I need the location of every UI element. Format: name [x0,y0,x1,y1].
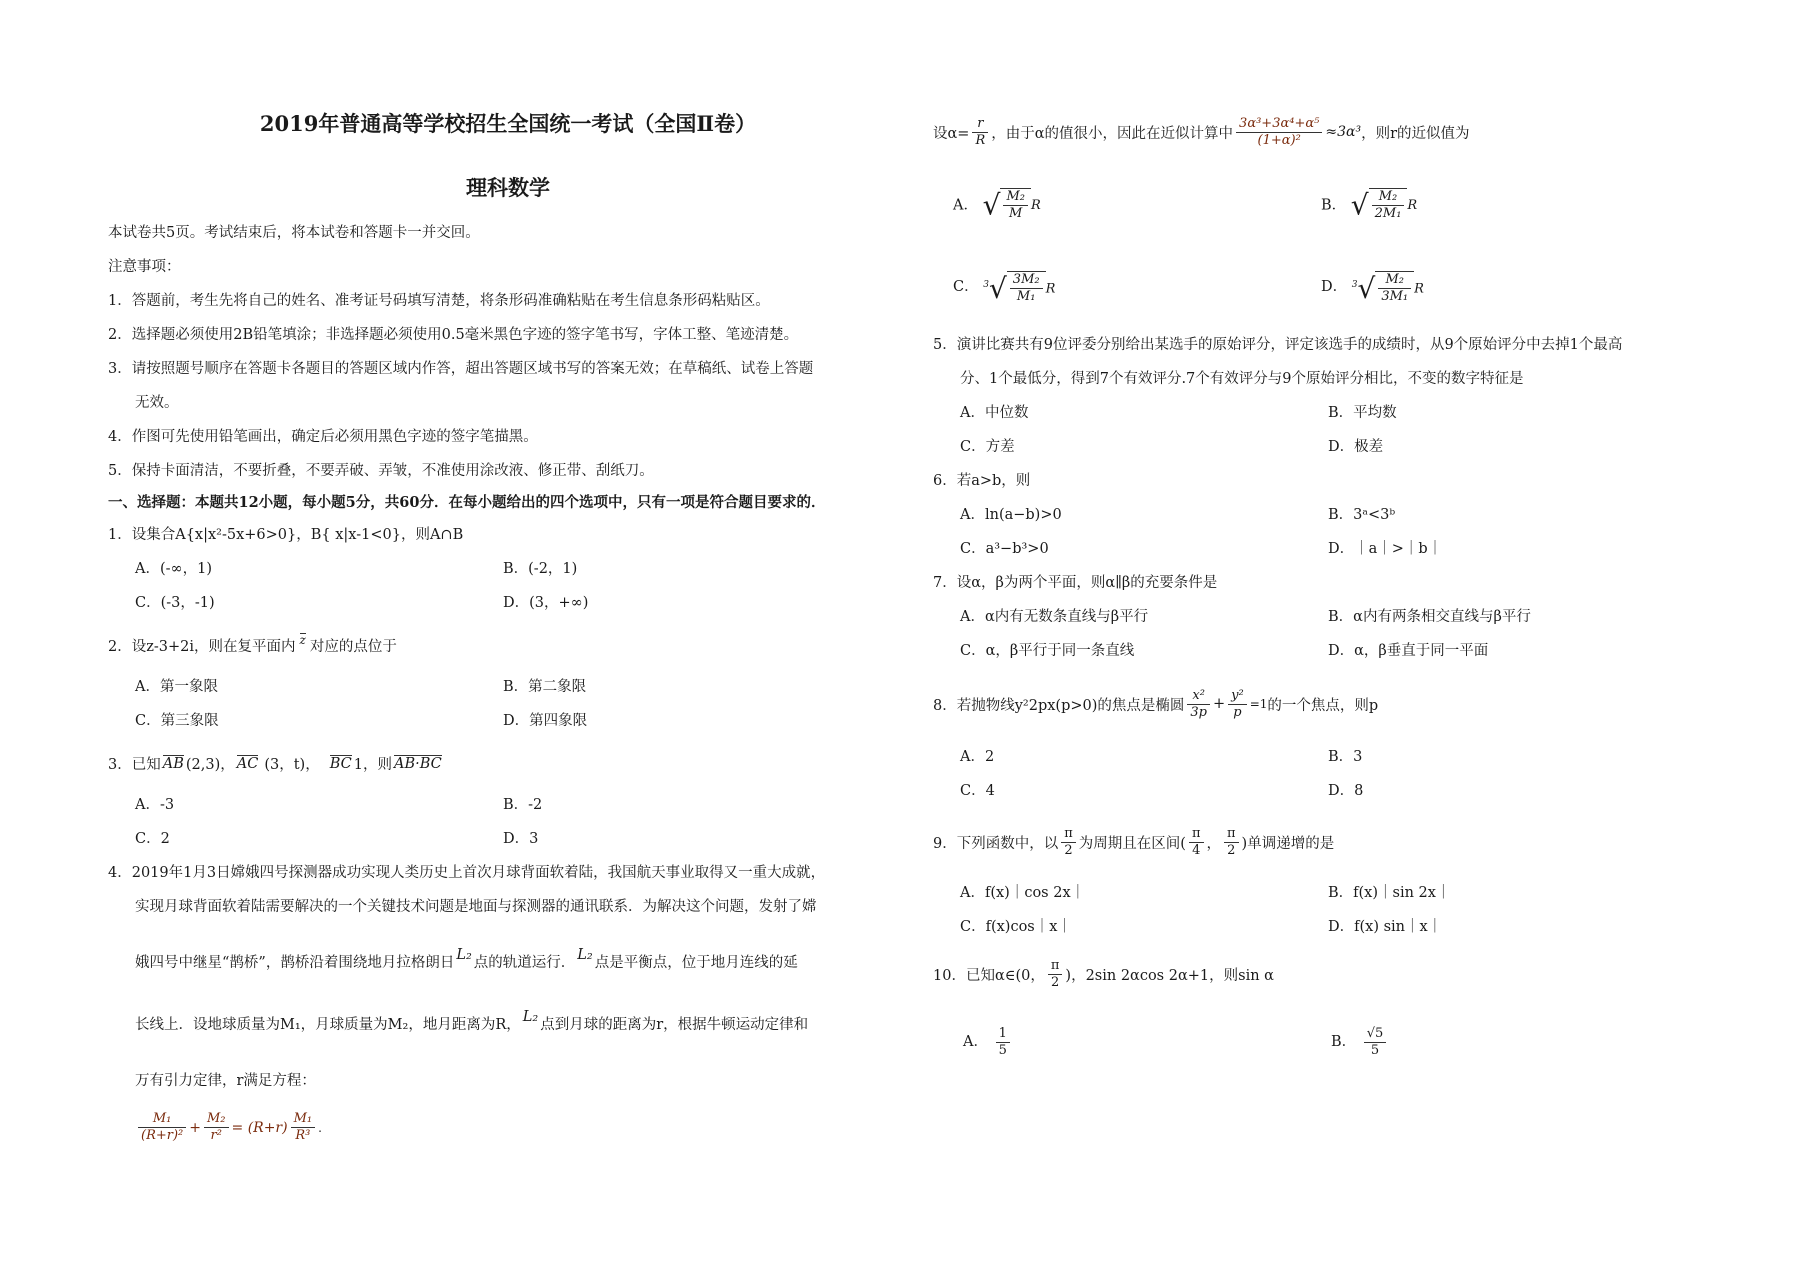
q10-b-num: √5 [1364,1026,1387,1043]
q10-frac [1048,958,1063,991]
q2-option-c: C．第三象限 [135,713,219,729]
q8-stem-pre: 8．若抛物线y²2px(p>0)的焦点是椭圆 [933,697,1185,714]
q8-option-c: C．4 [960,783,995,799]
q7-options-row1 [933,600,1733,634]
q4c-approx-frac [1236,116,1322,149]
q8-option-b: B．3 [1328,749,1363,765]
q9-options-row1 [933,876,1733,910]
q4c-c-root: 3 [983,279,989,290]
q9-int-den2: 2 [1227,842,1236,858]
notice-item-1: 1．答题前，考生先将自己的姓名、准考证号码填写清楚，将条形码准确粘贴在考生信息条形码粘贴区。 [108,293,770,309]
q8-eq: =1 [1249,697,1268,711]
q3-vec-bc-val: 1，则 [353,756,392,773]
q4-line3 [108,939,908,987]
q4c-d-sqrt: $^3$√ $\frac{\text{M₂}}{\text{3M₁}}$ R [1351,271,1424,305]
q4-line3a: 娥四号中继星“鹊桥”，鹊桥沿着围绕地月拉格朗日 [135,954,455,971]
q9-period-den: 2 [1064,842,1073,858]
q8-frac2-num: y² [1228,688,1247,705]
q8-option-d: D．8 [1328,783,1364,799]
q9-int-den1: 4 [1192,842,1201,858]
q10-a-label: A． [963,1034,988,1050]
q4-l2-b: L₂ [577,946,593,963]
q2-stem-post: 对应的点位于 [309,638,397,655]
exam-subtitle: 理科数学 [466,175,550,200]
right-column [933,100,1733,1080]
q8-frac1-den: 3p [1190,704,1207,720]
notice-item-4: 4．作图可先使用铅笔画出，确定后必须用黑色字迹的签字笔描黑。 [108,429,538,445]
q6-stem: 6．若a>b，则 [933,473,1031,489]
notice-item-2: 2．选择题必须使用2B铅笔填涂；非选择题必须使用0.5毫米黑色字迹的签字笔书写，字体工整、笔迹清楚。 [108,327,799,343]
q4c-d-num: M₂ [1378,272,1411,289]
q9-int-frac1 [1189,826,1204,859]
q9-option-a: A．f(x)｜cos 2x｜ [960,885,1086,901]
q5-options-row2 [933,430,1733,464]
q6-option-c: C．a³−b³>0 [960,541,1049,557]
notice-item-3-cont: 无效。 [135,395,179,411]
q4-line2: 实现月球背面软着陆需要解决的一个关键技术问题是地面与探测器的通讯联系．为解决这个问题，发射了嫦 [135,899,817,915]
q5-line2: 分、1个最低分，得到7个有效评分.7个有效评分与9个原始评分相比，不变的数字特征是 [960,371,1524,387]
q4c-a-sqrt: √ $\frac{\text{M₂}}{M}$ R [982,188,1041,221]
q10-option-a [933,1025,1331,1059]
q1-option-d: D．(3，+∞) [503,595,589,611]
q10-frac-num: π [1048,958,1063,975]
q4c-approx-tail: ≈3α³ [1325,124,1362,140]
q2-option-d: D．第四象限 [503,713,588,729]
q4-line4b: 点到月球的距离为r，根据牛顿运动定律和 [540,1017,809,1033]
q4c-alpha-frac [972,116,988,149]
q8-stem-post: 的一个焦点，则p [1267,697,1379,714]
q6-option-d: D．｜a｜>｜b｜ [1328,541,1443,557]
q4-frac2-num: M₂ [204,1111,229,1128]
q9-stem [933,808,1733,876]
q2-options-row2 [108,704,908,738]
q8-options-row1 [933,740,1733,774]
q4-frac3-den: R³ [295,1128,311,1143]
q4-line5: 万有引力定律，r满足方程： [135,1072,316,1089]
q8-options-row2 [933,774,1733,808]
q7-option-d: D．α，β垂直于同一平面 [1328,643,1489,659]
q4c-c-tail: R [1045,281,1056,297]
q4c-c-sqrt: $^3$√ $\frac{\text{3M₂}}{\text{M₁}}$ R [983,271,1056,305]
q10-options-row1 [933,1004,1733,1080]
q5-option-b: B．平均数 [1328,405,1397,421]
q4c-c-num: 3M₂ [1010,272,1043,289]
q4c-a-den: M [1009,205,1023,221]
q9-comma: ， [1206,835,1221,852]
q4-plus: + [189,1119,201,1136]
q4-end: . [318,1120,322,1135]
q6-options-row2 [933,532,1733,566]
q4-frac1-den: (R+r)² [141,1128,184,1143]
q4c-pre: 设α= [933,125,970,142]
q4-line1: 4．2019年1月3日嫦娥四号探测器成功实现人类历史上首次月球背面软着陆，我国航天事业取得又一重大成就， [108,865,826,881]
q6-option-b: B．3ᵃ<3ᵇ [1328,507,1396,523]
q3-vec-ac-val: (3，t)， [264,756,320,773]
q3-vec-product: AB·BC [393,755,442,772]
q4-formula [108,1098,908,1158]
q2-stem [108,620,908,670]
q9-int-num1: π [1189,826,1204,843]
q10-a-num: 1 [996,1026,1010,1043]
q5-line1: 5．演讲比赛共有9位评委分别给出某选手的原始评分，评定该选手的成绩时，从9个原始评分中去掉1个最高 [933,337,1623,353]
q4-l2-a: L₂ [456,946,472,963]
q10-a-frac [996,1026,1010,1059]
q8-frac1-num: x² [1187,688,1210,705]
q10-b-label: B． [1331,1034,1357,1050]
q3-option-d: D．3 [503,831,539,847]
q4-cont-stem [933,100,1733,164]
q8-frac2 [1228,688,1247,721]
q3-option-b: B．-2 [503,797,543,813]
q2-zbar: z [299,632,306,647]
q4c-option-b [1321,188,1417,223]
section-heading: 一、选择题：本题共12小题，每小题5分，共60分．在每小题给出的四个选项中，只有一项是符合题目要求的． [108,494,826,511]
q1-option-c: C．(-3，-1) [135,595,215,611]
q9-options-row2 [933,910,1733,944]
q9-stem-post: )单调递增的是 [1241,835,1335,852]
q3-options-row1 [108,788,908,822]
q10-b-den: 5 [1370,1042,1380,1058]
notice-item-3: 3．请按照题号顺序在答题卡各题目的答题区域内作答，超出答题区域书写的答案无效；在草稿纸、试卷上答题 [108,361,814,377]
q4-eq: = (R+r) [231,1119,288,1136]
q2-option-a: A．第一象限 [135,679,218,695]
q4-line3b: 点的轨道运行． [473,954,576,971]
q3-options-row2 [108,822,908,856]
q4-line4 [108,1001,908,1049]
q5-option-c: C．方差 [960,439,1015,455]
q3-stem [108,738,908,788]
q1-options-row1 [108,552,908,586]
q1-options-row2 [108,586,908,620]
q4c-b-den: 2M₁ [1374,205,1402,221]
q6-option-a: A．ln(a−b)>0 [960,507,1062,523]
q4-frac2 [204,1111,229,1144]
q5-option-d: D．极差 [1328,439,1384,455]
q4-line4a: 长线上．设地球质量为M₁，月球质量为M₂，地月距离为R， [135,1017,521,1033]
q4c-post: ，则r的近似值为 [1361,125,1470,142]
q4-l2-c: L₂ [522,1009,539,1025]
q4c-alpha-den: R [975,132,986,148]
q3-option-a: A．-3 [135,797,175,813]
q1-option-b: B．(-2，1) [503,561,578,577]
notice-item-5: 5．保持卡面清洁，不要折叠，不要弄破、弄皱，不准使用涂改液、修正带、刮纸刀。 [108,463,654,479]
q5-options-row1 [933,396,1733,430]
q4c-approx-num: 3α³+3α⁴+α⁵ [1236,116,1322,133]
q4c-b-tail: R [1407,197,1418,213]
q6-options-row1 [933,498,1733,532]
exam-title: 2019年普通高等学校招生全国统一考试（全国Ⅱ卷） [259,111,757,136]
q2-option-b: B．第二象限 [503,679,587,695]
q4c-options-row2 [933,246,1733,328]
q10-option-b [1331,1025,1389,1059]
q4c-approx-den: (1+α)² [1257,132,1301,148]
q8-frac2-den: p [1233,704,1242,720]
q9-option-d: D．f(x) sin｜x｜ [1328,919,1443,935]
q3-stem-pre: 3．已知 [108,756,161,773]
q8-option-a: A．2 [960,749,995,765]
q4-line3c: 点是平衡点，位于地月连线的延 [594,954,798,971]
notice-title: 注意事项： [108,259,181,275]
q8-frac1 [1187,688,1210,721]
q4c-option-a [933,188,1321,223]
q1-option-a: A．(-∞，1) [135,561,212,577]
q10-frac-den: 2 [1050,974,1060,990]
q4c-d-root: 3 [1351,279,1358,290]
q10-stem [933,944,1733,1004]
q4c-option-c [933,268,1321,306]
q7-option-c: C．α，β平行于同一条直线 [960,643,1135,659]
q4c-mid: ，由于α的值很小，因此在近似计算中 [991,125,1234,142]
q3-vec-ac: AC [236,755,259,772]
q5-option-a: A．中位数 [960,405,1029,421]
q7-option-a: A．α内有无数条直线与β平行 [960,609,1149,625]
q10-stem-post: )，2sin 2αcos 2α+1，则sin α [1065,967,1274,984]
q4c-c-den: M₁ [1016,289,1036,305]
q4c-b-sqrt: √ $\frac{\text{M₂}}{\text{2M₁}}$ R [1350,188,1418,221]
left-column [108,100,908,1158]
q8-stem [933,668,1733,740]
q3-vec-ab: AB [162,755,184,772]
q7-stem: 7．设α，β为两个平面，则α∥β的充要条件是 [933,575,1218,591]
q4-frac1 [138,1111,186,1144]
q4c-d-den: 3M₁ [1381,289,1409,305]
q4c-d-label: D． [1321,279,1348,295]
q10-b-frac [1364,1026,1387,1059]
q4-frac2-den: r² [210,1128,222,1143]
q7-options-row2 [933,634,1733,668]
q10-a-den: 5 [998,1042,1007,1058]
q4c-options-row1 [933,164,1733,246]
q4c-c-label: C． [953,279,979,295]
q9-stem-pre: 9．下列函数中，以 [933,835,1059,852]
q4-frac3-num: M₁ [291,1111,316,1128]
q3-vec-ab-val: (2,3)， [185,756,235,773]
q4-frac3 [291,1111,316,1144]
q9-period-num: π [1061,826,1076,843]
q4-frac1-num: M₁ [138,1111,186,1128]
q9-period-frac [1061,826,1076,859]
q9-option-b: B．f(x)｜sin 2x｜ [1328,885,1451,901]
q4c-a-num: M₂ [1003,189,1028,206]
q4c-b-num: M₂ [1372,189,1405,206]
intro-line: 本试卷共5页。考试结束后，将本试卷和答题卡一并交回。 [108,225,480,241]
q4c-b-label: B． [1321,197,1347,213]
q3-vec-bc: BC [329,755,352,772]
q9-stem-mid: 为周期且在区间( [1078,835,1186,852]
q2-options-row1 [108,670,908,704]
q9-option-c: C．f(x)cos｜x｜ [960,919,1072,935]
q7-option-b: B．α内有两条相交直线与β平行 [1328,609,1531,625]
q8-plus: + [1212,696,1226,712]
q4c-a-tail: R [1030,197,1041,213]
q9-int-frac2 [1224,826,1239,859]
q3-option-c: C．2 [135,831,170,847]
q4c-a-label: A． [953,197,978,213]
q1-stem: 1．设集合A{x|x²-5x+6>0}，B{ x|x-1<0}，则A∩B [108,527,464,543]
q9-int-num2: π [1224,826,1239,843]
q10-stem-pre: 10．已知α∈(0， [933,967,1045,984]
q4c-d-tail: R [1414,281,1424,297]
q4c-alpha-num: r [972,116,988,133]
q2-stem-pre: 2．设z-3+2i，则在复平面内 [108,638,296,655]
q4c-option-d [1321,268,1424,306]
